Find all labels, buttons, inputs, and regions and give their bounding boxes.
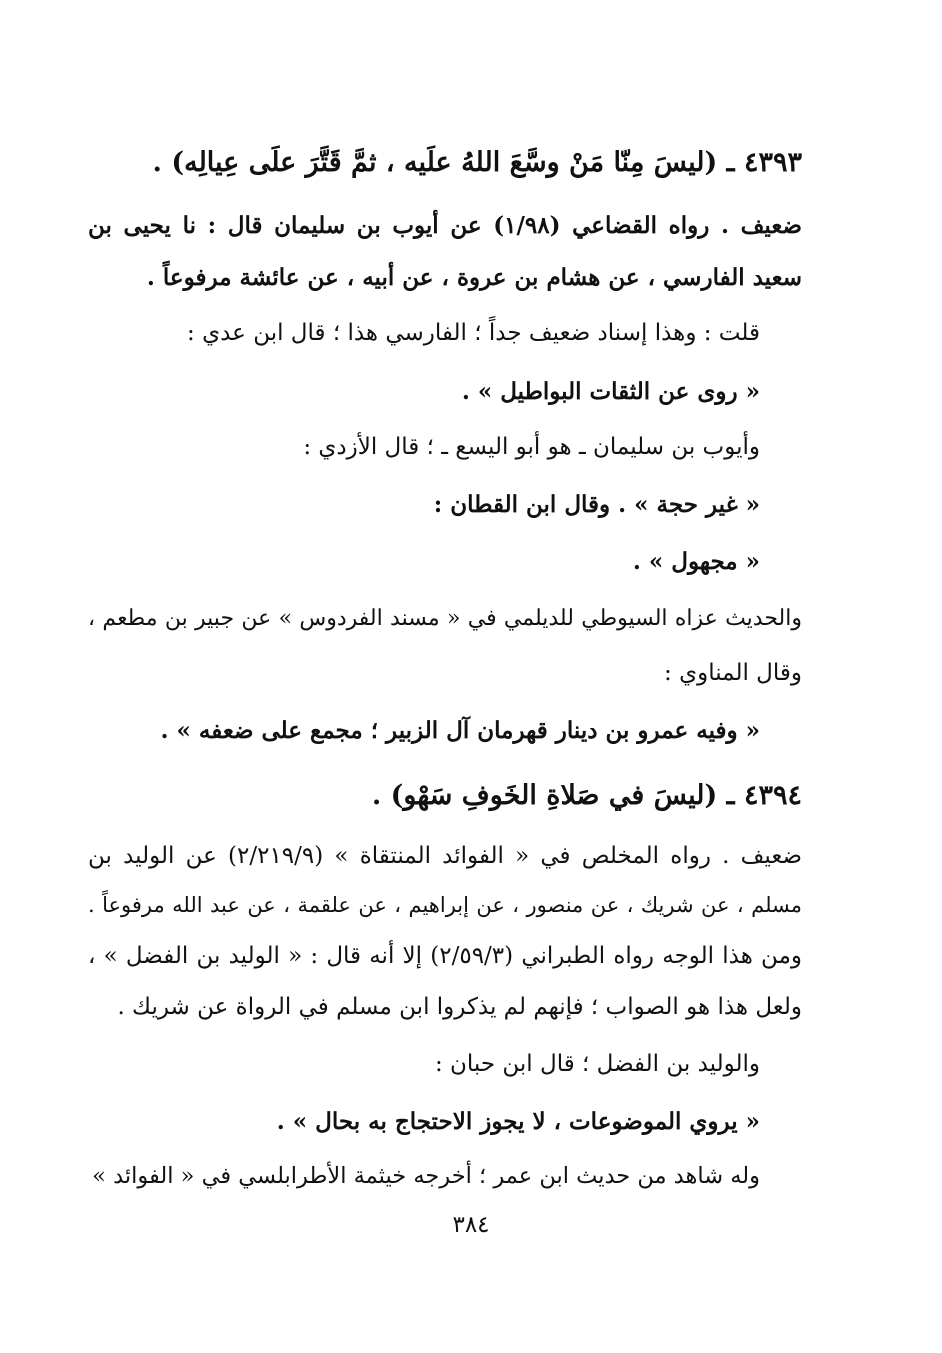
hadith-4393-quote-1: « روى عن الثقات البواطيل » .	[461, 378, 760, 405]
hadith-4394-note-1: والوليد بن الفضل ؛ قال ابن حبان :	[434, 1051, 760, 1077]
hadith-4393-grade-line-2: سعيد الفارسي ، عن هشام بن عروة ، عن أبيه ، عن عائشة مرفوعاً .	[146, 264, 802, 291]
hadith-4394-heading: ٤٣٩٤ ـ (ليسَ في صَلاةِ الخَوفِ سَهْو) .	[371, 780, 802, 811]
hadith-4393-note-2: وأيوب بن سليمان ـ هو أبو اليسع ـ ؛ قال الأزدي :	[303, 434, 760, 460]
hadith-4393-quote-2: « غير حجة » . وقال ابن القطان :	[433, 491, 760, 518]
hadith-4394-grade-line-1: ضعيف . رواه المخلص في « الفوائد المنتقاة » (٢/٢١٩/٩) عن الوليد بن	[88, 843, 802, 869]
hadith-4394-grade-line-4: ولعل هذا هو الصواب ؛ فإنهم لم يذكروا ابن مسلم في الرواة عن شريك .	[117, 994, 802, 1020]
hadith-4393-note-3-line-2: وقال المناوي :	[664, 660, 802, 686]
hadith-4394-note-2: وله شاهد من حديث ابن عمر ؛ أخرجه خيثمة الأطرابلسي في « الفوائد »	[92, 1163, 760, 1189]
hadith-4393-grade-line-1: ضعيف . رواه القضاعي (١/٩٨) عن أيوب بن سليمان قال : نا يحيى بن	[88, 212, 802, 239]
hadith-4394-grade-line-3: ومن هذا الوجه رواه الطبراني (٢/٥٩/٣) إلا أنه قال : « الوليد بن الفضل » ،	[88, 943, 802, 969]
hadith-4393-quote-4: « وفيه عمرو بن دينار قهرمان آل الزبير ؛ مجمع على ضعفه » .	[160, 717, 760, 744]
hadith-4393-note-3-line-1: والحديث عزاه السيوطي للديلمي في « مسند الفردوس » عن جبير بن مطعم ،	[88, 606, 802, 631]
hadith-4393-note-1: قلت : وهذا إسناد ضعيف جداً ؛ الفارسي هذا ؛ قال ابن عدي :	[187, 320, 760, 346]
hadith-4394-quote-1: « يروي الموضوعات ، لا يجوز الاحتجاج به بحال » .	[276, 1108, 760, 1135]
hadith-4393-heading: ٤٣٩٣ ـ (ليسَ مِنّا مَنْ وسَّعَ اللهُ علَيه ، ثمَّ قَتَّرَ علَى عِيالِه) .	[152, 147, 802, 178]
page-number: ٣٨٤	[452, 1212, 490, 1238]
hadith-4394-grade-line-2: مسلم ، عن شريك ، عن منصور ، عن إبراهيم ، عن علقمة ، عن عبد الله مرفوعاً .	[88, 893, 802, 917]
hadith-4393-quote-3: « مجهول » .	[632, 548, 760, 575]
